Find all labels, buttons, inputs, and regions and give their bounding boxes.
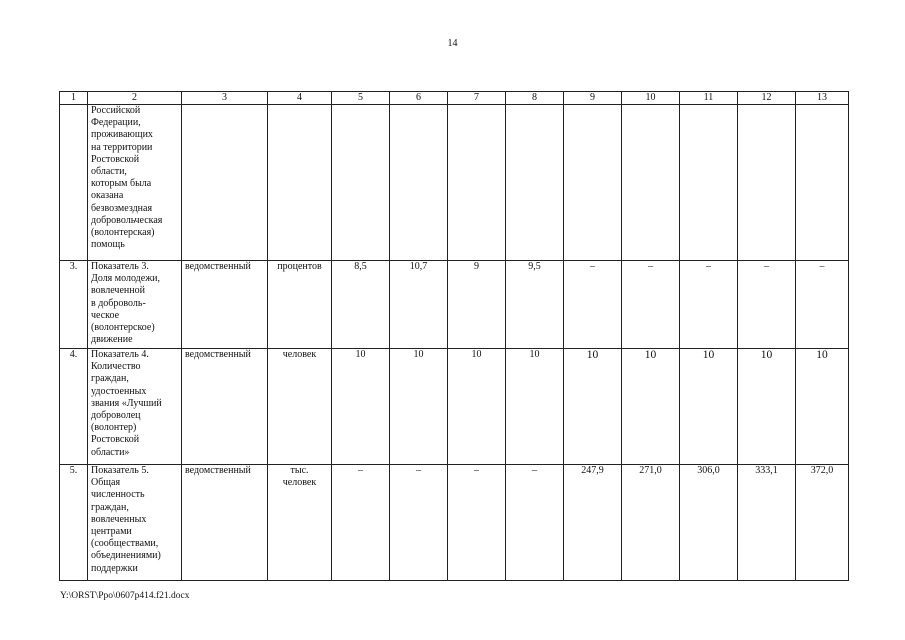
- value-cell: 10: [680, 349, 738, 465]
- file-path-footer: Y:\ORST\Ppo\0607p414.f21.docx: [60, 591, 190, 601]
- indicator-type: ведомственный: [182, 261, 268, 349]
- indicators-table: [59, 91, 849, 581]
- indicator-type: ведомственный: [182, 465, 268, 581]
- row-number: 3.: [60, 261, 88, 349]
- unit: [268, 105, 332, 261]
- col-header: 9: [564, 92, 622, 105]
- indicator-type: [182, 105, 268, 261]
- col-header: 7: [448, 92, 506, 105]
- value-cell: [738, 105, 796, 261]
- unit: тыс. человек: [268, 465, 332, 581]
- unit: человек: [268, 349, 332, 465]
- col-header: 4: [268, 92, 332, 105]
- value-cell: –: [390, 465, 448, 581]
- col-header: 13: [796, 92, 849, 105]
- indicator-name: Показатель 4. Количество граждан, удостоенных звания «Лучший доброволец (волонтер) Ростовской области»: [88, 349, 182, 465]
- unit: процентов: [268, 261, 332, 349]
- table-row: [60, 261, 849, 349]
- value-cell: –: [564, 261, 622, 349]
- value-cell: [448, 105, 506, 261]
- col-header: 2: [88, 92, 182, 105]
- page-number: 14: [447, 38, 458, 49]
- table-row: [60, 465, 849, 581]
- row-number: [60, 105, 88, 261]
- value-cell: 306,0: [680, 465, 738, 581]
- col-header: 1: [60, 92, 88, 105]
- row-number: 4.: [60, 349, 88, 465]
- value-cell: –: [738, 261, 796, 349]
- indicator-name: Российской Федерации, проживающих на территории Ростовской области, которым была оказана безвозмездная добровольческая (волонтерская) помощь: [88, 105, 182, 261]
- value-cell: [796, 105, 849, 261]
- value-cell: 10,7: [390, 261, 448, 349]
- col-header: 12: [738, 92, 796, 105]
- value-cell: 271,0: [622, 465, 680, 581]
- col-header: 3: [182, 92, 268, 105]
- value-cell: –: [796, 261, 849, 349]
- col-header: 11: [680, 92, 738, 105]
- value-cell: 247,9: [564, 465, 622, 581]
- value-cell: 9,5: [506, 261, 564, 349]
- value-cell: 10: [390, 349, 448, 465]
- value-cell: –: [622, 261, 680, 349]
- indicator-name: Показатель 3. Доля молодежи, вовлеченной в доброволь- ческое (волонтерское) движение: [88, 261, 182, 349]
- value-cell: 10: [738, 349, 796, 465]
- value-cell: [622, 105, 680, 261]
- value-cell: 333,1: [738, 465, 796, 581]
- col-header: 10: [622, 92, 680, 105]
- value-cell: [680, 105, 738, 261]
- value-cell: [332, 105, 390, 261]
- row-number: 5.: [60, 465, 88, 581]
- table-row: [60, 105, 849, 261]
- value-cell: 10: [506, 349, 564, 465]
- value-cell: 10: [564, 349, 622, 465]
- table-row: [60, 349, 849, 465]
- value-cell: –: [448, 465, 506, 581]
- value-cell: –: [506, 465, 564, 581]
- col-header: 8: [506, 92, 564, 105]
- indicator-type: ведомственный: [182, 349, 268, 465]
- value-cell: 372,0: [796, 465, 849, 581]
- value-cell: [564, 105, 622, 261]
- value-cell: 10: [332, 349, 390, 465]
- value-cell: [506, 105, 564, 261]
- value-cell: 10: [448, 349, 506, 465]
- value-cell: –: [332, 465, 390, 581]
- value-cell: [390, 105, 448, 261]
- header-row: [60, 92, 849, 105]
- indicator-name: Показатель 5. Общая численность граждан, вовлеченных центрами (сообществами, объединениями) поддержки: [88, 465, 182, 581]
- value-cell: 9: [448, 261, 506, 349]
- value-cell: –: [680, 261, 738, 349]
- value-cell: 8,5: [332, 261, 390, 349]
- value-cell: 10: [622, 349, 680, 465]
- col-header: 6: [390, 92, 448, 105]
- col-header: 5: [332, 92, 390, 105]
- value-cell: 10: [796, 349, 849, 465]
